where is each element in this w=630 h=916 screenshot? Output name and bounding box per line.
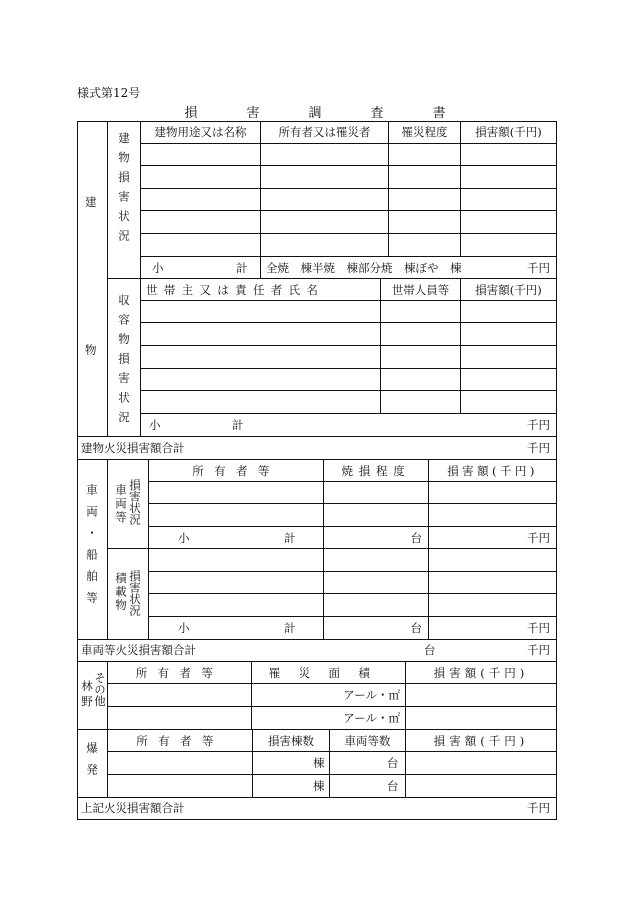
header-contents-amount: 損害額(千円) — [475, 283, 542, 297]
explosion-vehicle-unit-1: 台 — [387, 756, 399, 770]
header-building-count: 損害棟数 — [268, 734, 314, 748]
header-vehicle-amount: 損害額(千円) — [447, 464, 538, 478]
explosion-vehicle-unit-2: 台 — [387, 779, 399, 793]
header-explosion-amount: 損害額(千円) — [433, 734, 529, 748]
header-household-head: 世帯主又は責任者氏名 — [146, 283, 325, 297]
document-title: 損 害 調 査 書 — [184, 106, 464, 121]
header-vehicle-owner: 所有者等 — [192, 464, 280, 478]
vehicle-subtotal-left: 小 — [178, 531, 190, 545]
vehicles-total-unit: 千円 — [527, 643, 550, 657]
header-burn-degree: 焼損程度 — [341, 464, 411, 478]
cargo-subtotal-unit: 千円 — [527, 621, 550, 635]
building-subtotal-right: 計 — [236, 261, 248, 275]
vehicles-side-label: 車両・船舶等 — [85, 484, 99, 613]
header-vehicle-count: 車両等数 — [344, 734, 391, 748]
grand-total-label: 上記火災損害額合計 — [81, 801, 185, 815]
header-household-members: 世帯人員等 — [391, 283, 450, 297]
forest-area-unit-1: アール・㎡ — [343, 688, 400, 702]
building-total-unit: 千円 — [527, 441, 550, 455]
cargo-count-unit: 台 — [410, 621, 422, 635]
header-forest-area: 罹災面積 — [268, 666, 389, 680]
header-damage-degree: 罹災程度 — [401, 125, 448, 139]
contents-subtotal-unit: 千円 — [527, 418, 550, 432]
forest-area-unit-2: アール・㎡ — [343, 711, 400, 725]
building-subtotal-detail: 全焼 棟半焼 棟部分焼 棟ぼや 棟 — [266, 261, 462, 275]
vehicles-total-label: 車両等火災損害額合計 — [81, 643, 196, 657]
forest-label-b: その他 — [93, 672, 107, 707]
cargo-subtotal-left: 小 — [178, 621, 190, 635]
header-building-use: 建物用途又は名称 — [154, 125, 247, 139]
building-subtotal-unit: 千円 — [527, 261, 550, 275]
form-number: 様式第12号 — [77, 86, 141, 100]
building-damage-label: 建物損害状況 — [117, 132, 131, 249]
header-damage-amount: 損害額(千円) — [475, 125, 542, 139]
explosion-building-unit-2: 棟 — [313, 779, 325, 793]
vehicle-count-unit: 台 — [410, 531, 422, 545]
vehicle-damage-label-a: 車両等 — [114, 484, 128, 525]
building-subtotal-left: 小 — [152, 261, 164, 275]
grand-total-unit: 千円 — [527, 801, 550, 815]
cargo-damage-label-b: 損害状況 — [128, 570, 142, 616]
forest-label-a: 林野 — [80, 680, 94, 711]
vehicles-total-count-unit: 台 — [424, 643, 436, 657]
contents-subtotal-right: 計 — [232, 418, 244, 432]
building-total-label: 建物火災損害額合計 — [81, 441, 185, 455]
building-side-label-1: 建 — [85, 195, 97, 209]
header-forest-amount: 損害額(千円) — [433, 666, 529, 680]
explosion-building-unit-1: 棟 — [313, 756, 325, 770]
cargo-damage-label-a: 積載物 — [114, 572, 128, 613]
vehicle-subtotal-unit: 千円 — [527, 531, 550, 545]
header-forest-owner: 所有者等 — [135, 666, 224, 680]
header-explosion-owner: 所有者等 — [136, 734, 224, 748]
contents-damage-label: 収容物損害状況 — [117, 294, 131, 431]
vehicle-damage-label-b: 損害状況 — [128, 479, 142, 525]
explosion-label: 爆発 — [85, 742, 99, 785]
building-side-label-2: 物 — [85, 343, 97, 357]
header-owner-victim: 所有者又は罹災者 — [278, 125, 371, 139]
cargo-subtotal-right: 計 — [284, 621, 296, 635]
vehicle-subtotal-right: 計 — [284, 531, 296, 545]
contents-subtotal-left: 小 — [149, 418, 161, 432]
